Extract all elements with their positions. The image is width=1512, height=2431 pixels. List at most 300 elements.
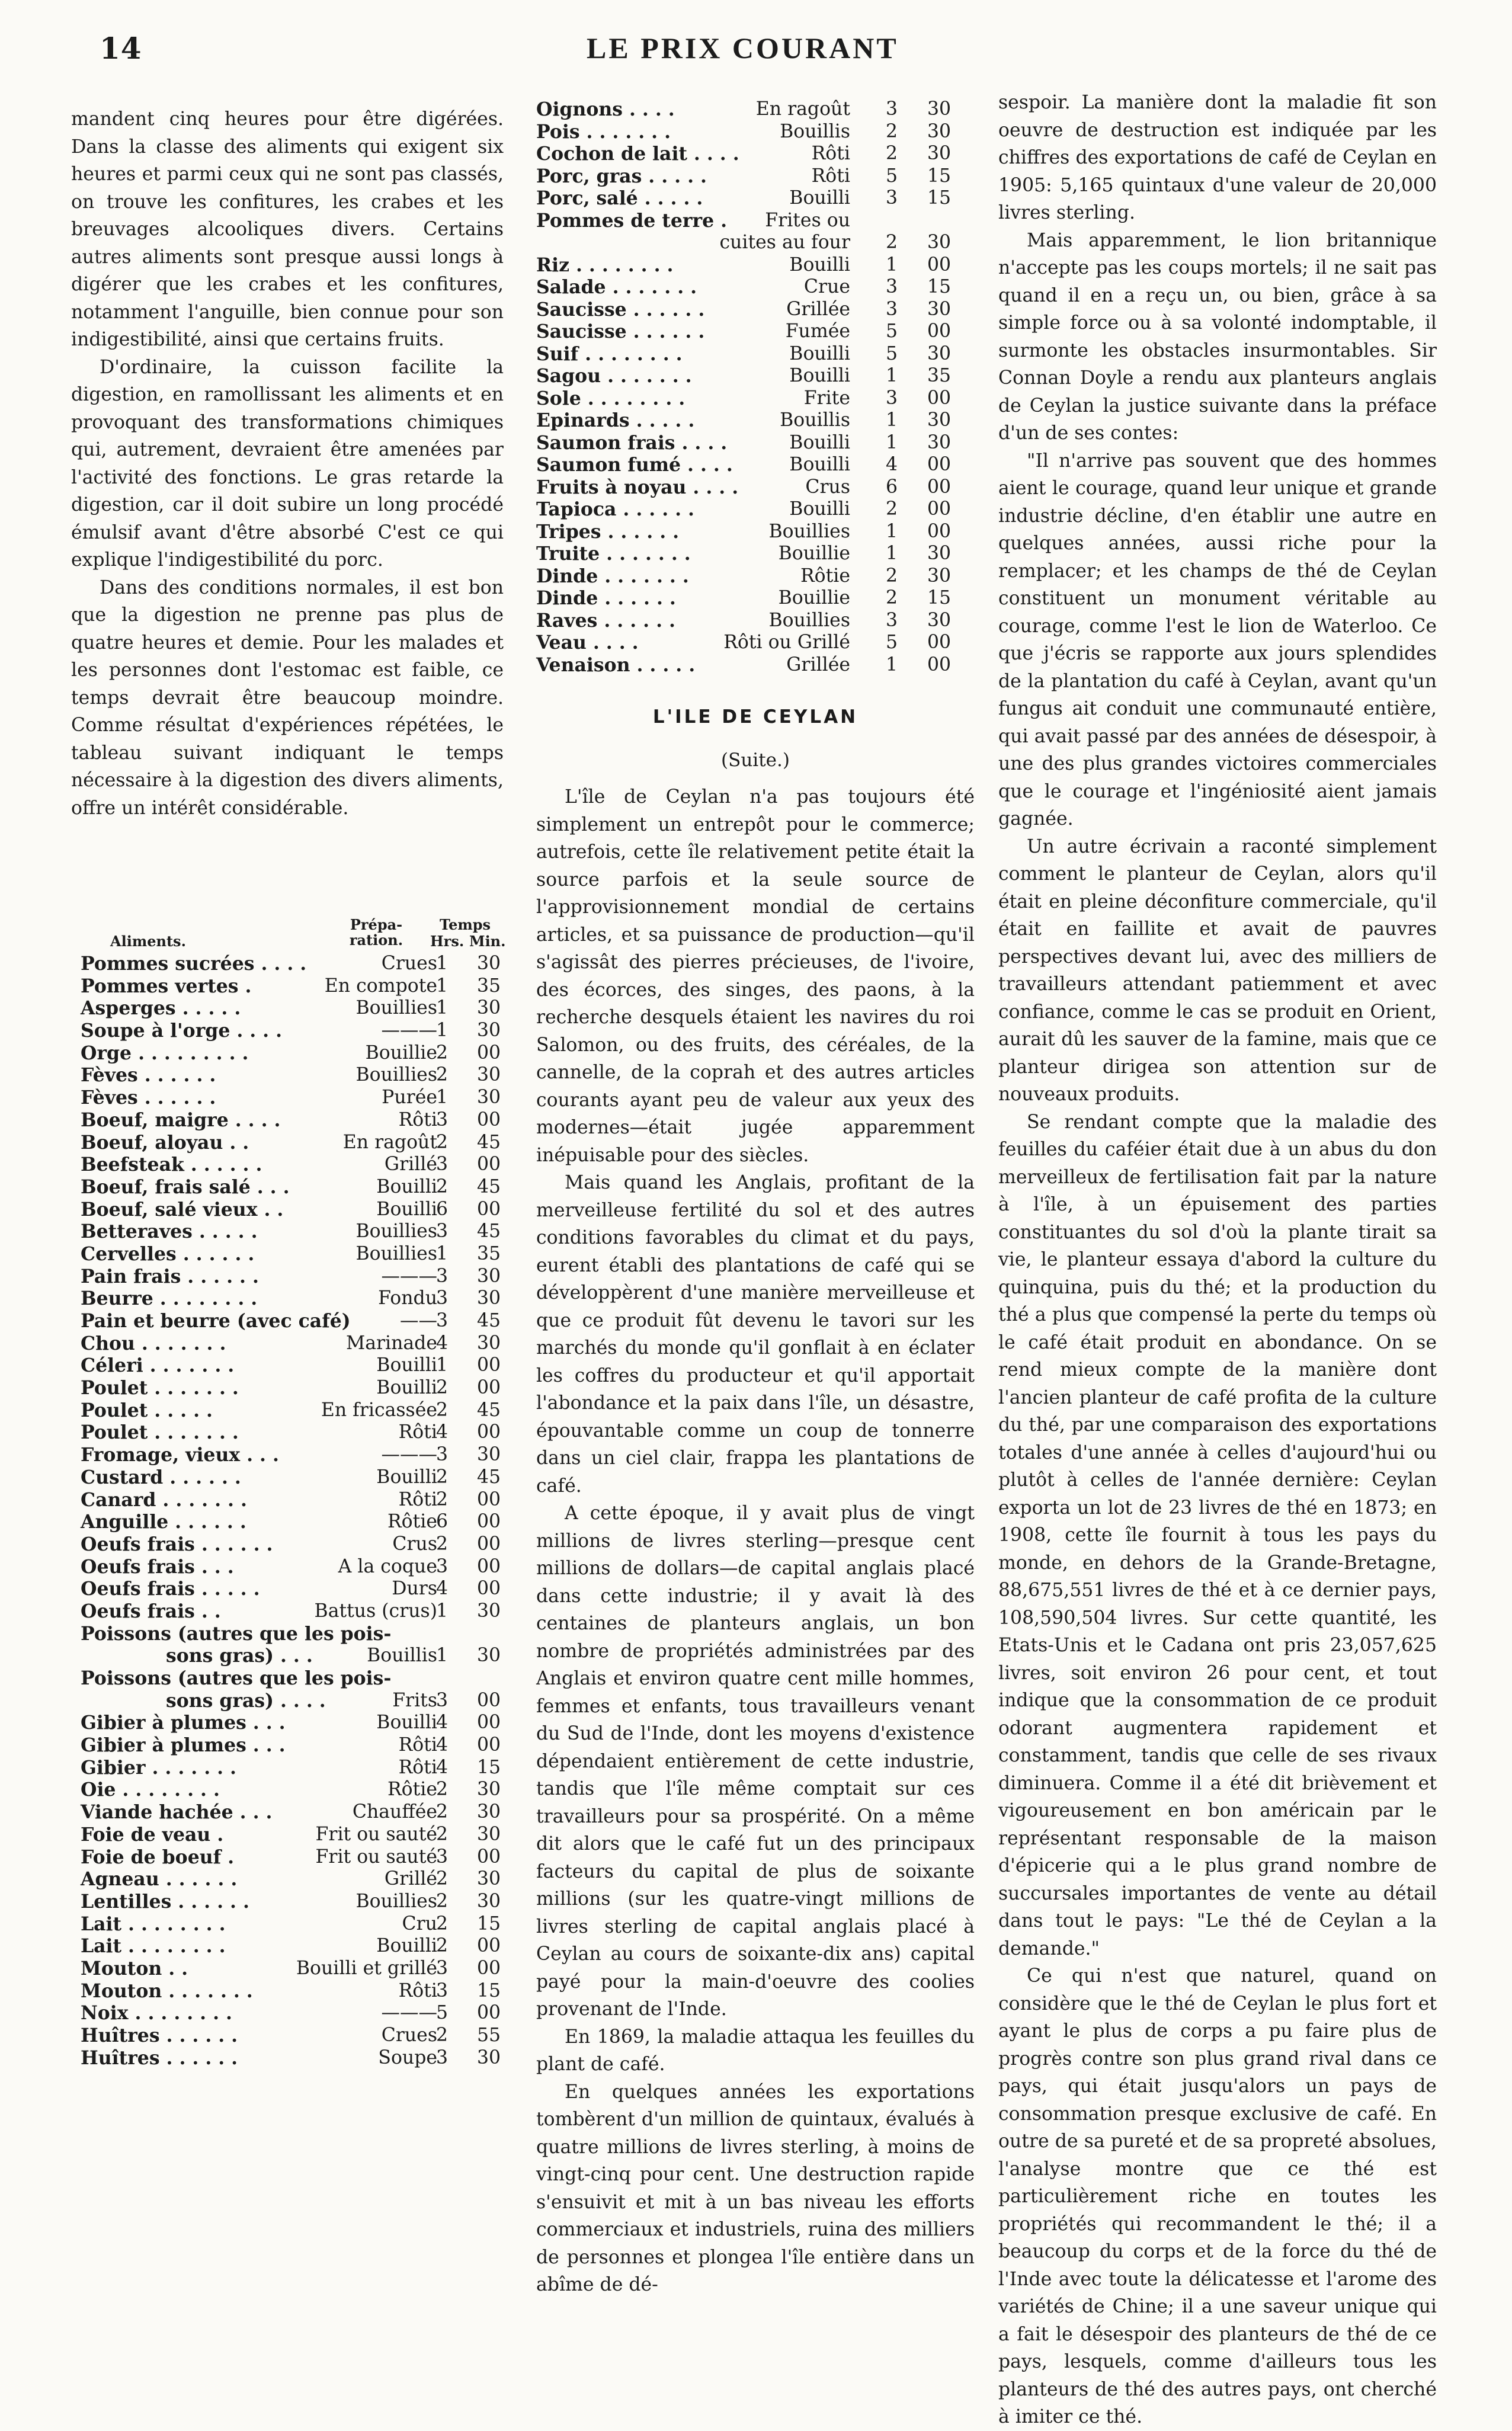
- food-name: Noix . . . . . . . .: [81, 2002, 233, 2025]
- hours: 4: [435, 1712, 449, 1734]
- table-row: [77, 1333, 515, 1355]
- food-name: Cervelles . . . . . .: [81, 1242, 255, 1265]
- preparation: Frits: [392, 1689, 437, 1711]
- preparation: Rôti: [811, 165, 850, 187]
- table-row: [77, 2002, 515, 2025]
- hours: 3: [435, 1221, 449, 1242]
- minutes: 00: [476, 1377, 501, 1399]
- minutes: 45: [476, 1176, 501, 1197]
- hours: 2: [885, 565, 898, 587]
- table-row: [77, 1444, 515, 1466]
- hours: 5: [885, 342, 898, 364]
- minutes: 00: [927, 387, 952, 409]
- preparation: En fricassée: [321, 1399, 437, 1421]
- table-row: [536, 498, 975, 521]
- hours: 3: [885, 387, 898, 409]
- food-name: Raves . . . . . .: [536, 609, 675, 632]
- food-name: Suif . . . . . . . .: [536, 342, 683, 365]
- hours: 2: [435, 1823, 449, 1845]
- food-name: Saucisse . . . . . .: [536, 321, 705, 342]
- minutes: 15: [476, 1756, 501, 1778]
- section-title: L'ILE DE CEYLAN: [652, 706, 858, 728]
- food-name: Boeuf, aloyau . .: [81, 1131, 249, 1154]
- hours: 2: [435, 1042, 449, 1064]
- food-name: Boeuf, salé vieux . .: [81, 1198, 284, 1221]
- article-column-right: [998, 89, 1437, 2431]
- hours: 2: [435, 1801, 449, 1823]
- food-name: Porc, gras . . . . .: [536, 165, 707, 187]
- minutes: 55: [476, 2025, 501, 2046]
- hours: 2: [885, 232, 898, 253]
- table-row: [536, 432, 975, 454]
- minutes: 30: [476, 1444, 501, 1466]
- food-name: Epinards . . . . .: [536, 409, 695, 431]
- food-name: Huîtres . . . . . .: [81, 2025, 238, 2046]
- preparation: Rôti: [398, 1980, 437, 2001]
- hours: 2: [435, 1399, 449, 1421]
- table-row: [536, 299, 975, 321]
- header-hrs: Hrs.: [430, 933, 465, 950]
- food-name: Poulet . . . . . . .: [81, 1377, 239, 1399]
- food-name: Porc, salé . . . . .: [536, 187, 703, 209]
- preparation: ———: [381, 2002, 437, 2024]
- preparation: Bouilli: [376, 1198, 437, 1220]
- minutes: 30: [927, 565, 952, 587]
- preparation: Rôti: [398, 1421, 437, 1443]
- table-row: [536, 232, 975, 254]
- preparation: Bouilli: [376, 1176, 437, 1197]
- preparation: Bouilli: [376, 1354, 437, 1376]
- table-row: [536, 610, 975, 632]
- hours: 4: [435, 1734, 449, 1756]
- food-name: Saumon frais . . . .: [536, 431, 728, 454]
- food-name: Fèves . . . . . .: [81, 1064, 216, 1087]
- minutes: 45: [476, 1399, 501, 1421]
- preparation: Bouilli: [789, 254, 850, 276]
- table-row: [77, 1064, 515, 1087]
- hours: 1: [885, 365, 898, 386]
- table-row: [77, 1913, 515, 1936]
- food-name: Agneau . . . . . .: [81, 1868, 238, 1891]
- minutes: 30: [476, 1823, 501, 1845]
- hours: 1: [435, 1354, 449, 1376]
- preparation: Frite: [803, 387, 850, 409]
- preparation: Grillée: [786, 654, 850, 675]
- food-name: Tapioca . . . . . .: [536, 498, 695, 520]
- food-name: Pain frais . . . . . .: [81, 1265, 259, 1287]
- minutes: 15: [927, 276, 952, 297]
- minutes: 30: [927, 120, 952, 142]
- hours: 4: [885, 454, 898, 475]
- hours: 1: [885, 543, 898, 564]
- hours: 4: [435, 1578, 449, 1600]
- hours: 3: [435, 1444, 449, 1466]
- preparation: Crus: [805, 476, 850, 498]
- food-name: Oeufs frais . . . . . .: [81, 1533, 273, 1555]
- minutes: 30: [927, 143, 952, 164]
- minutes: 30: [927, 409, 952, 431]
- food-name: Soupe à l'orge . . . .: [81, 1020, 283, 1042]
- minutes: 00: [476, 1511, 501, 1533]
- food-name: Dinde . . . . . . .: [536, 565, 689, 587]
- preparation: Bouilli: [789, 431, 850, 453]
- preparation: Bouillies: [355, 997, 437, 1019]
- food-name: Tripes . . . . . .: [536, 520, 680, 543]
- preparation: Battus (crus): [314, 1600, 437, 1622]
- preparation: Rôtie: [800, 565, 850, 587]
- header-temps: Temps: [440, 916, 491, 933]
- hours: 2: [435, 1131, 449, 1153]
- food-name: Boeuf, maigre . . . .: [81, 1109, 281, 1131]
- preparation: Grillé: [384, 1868, 437, 1890]
- food-name: Poulet . . . . .: [81, 1399, 213, 1421]
- food-name: Oeufs frais . . . . .: [81, 1578, 260, 1600]
- table-row: [536, 654, 975, 677]
- hours: 5: [435, 2002, 449, 2024]
- preparation: Bouilli et grillé: [296, 1957, 437, 1979]
- food-name: Oeufs frais . . .: [81, 1555, 234, 1578]
- food-name: Betteraves . . . . .: [81, 1221, 258, 1243]
- minutes: 30: [927, 609, 952, 631]
- article-column-left: [71, 105, 504, 822]
- table-row: [77, 1734, 515, 1757]
- journal-title: LE PRIX COURANT: [587, 31, 899, 65]
- minutes: 00: [476, 1154, 501, 1176]
- preparation: Rôtie: [387, 1779, 437, 1801]
- preparation: Frit ou sauté: [315, 1823, 437, 1845]
- preparation: Rôti: [398, 1734, 437, 1756]
- paragraph: Se rendant compte que la maladie des feuilles du caféier était due à un abus du don merveilleux de fertilisation fait par la nature à l'île, à un épuisement des parties constituantes du sol d'où la plante tirait sa vie, le planteur essaya d'abord la culture du quinquina, puis du thé; et la production du thé a plus que compensé la perte du temps où le café était produit en abondance. On se rend mieux compte de la manière dont l'ancien planteur de café profita de la culture du thé, par une comparaison des exportations totales d'une année à celles d'aujourd'hui ou plutôt à celles de l'année dernière: Ceylan exporta un lot de 23 livres de thé en 1873; en 1908, cette île fournit à tous les pays du monde, en dehors de la Grande-Bretagne, 88,675,551 livres de thé et à ce dernier pays, 108,590,504 livres. Sur cette quantité, les Etats-Unis et le Cadana ont pris 23,057,625 livres, soit environ 26 pour cent, et tout indique que la consommation de ce produit odorant augmentera rapidement et constamment, tandis que celle de ses rivaux diminuera. Comme il a été dit brièvement et vigoureusement en bon américain par le représentant responsable de la maison d'épicerie qui a le plus grand nombre de succursales importantes de vente au détail dans tout le pays: "Le thé de Ceylan a la demande.": [998, 1111, 1437, 1959]
- hours: 1: [885, 431, 898, 453]
- minutes: 00: [476, 1935, 501, 1957]
- table-row: [77, 1310, 515, 1333]
- food-name: Orge . . . . . . . . .: [81, 1042, 249, 1064]
- hours: 2: [435, 1935, 449, 1957]
- food-name: Foie de veau .: [81, 1823, 224, 1846]
- preparation: En compote: [324, 975, 437, 997]
- preparation: Bouillis: [780, 409, 850, 431]
- preparation: Bouillis: [367, 1645, 437, 1667]
- paragraph: Mais quand les Anglais, profitant de la merveilleuse fertilité du sol et des autres conditions favorables du climat et du pays, eurent établi des plantations de café qui se développèrent d'une manière merveilleuse et que ce produit fût devenu le tavori sur les marchés du monde qu'il gonflait à en éclater les coffres du producteur et qu'il apportait l'abondance et la paix dans l'île, un désastre, épouvantable comme un coup de tonnerre dans un ciel clair, frappa les plantations de café.: [536, 1172, 975, 1497]
- minutes: 15: [476, 1980, 501, 2001]
- table-row: [77, 1801, 515, 1824]
- food-name: Boeuf, frais salé . . .: [81, 1176, 290, 1198]
- preparation: Frites ou: [765, 209, 850, 231]
- hours: 3: [435, 1980, 449, 2001]
- food-name: Gibier . . . . . . .: [81, 1756, 237, 1779]
- table-row: [536, 343, 975, 366]
- preparation: ———: [381, 1020, 437, 1042]
- minutes: 30: [476, 1064, 501, 1086]
- minutes: 30: [927, 98, 952, 120]
- header-preparation: Prépa-ration.: [349, 916, 403, 949]
- table-row: [536, 565, 975, 588]
- food-name: Fèves . . . . . .: [81, 1087, 216, 1109]
- food-name: Dinde . . . . . .: [536, 587, 676, 609]
- table-row: [536, 210, 975, 232]
- hours: 2: [435, 1533, 449, 1555]
- hours: 3: [435, 1287, 449, 1309]
- table-row: [77, 1846, 515, 1869]
- table-row: [77, 1600, 515, 1623]
- minutes: 35: [927, 365, 952, 386]
- preparation: Bouilli: [789, 365, 850, 386]
- minutes: 00: [927, 632, 952, 653]
- hours: 2: [885, 143, 898, 164]
- minutes: 35: [476, 1242, 501, 1264]
- table-row: [77, 1154, 515, 1176]
- minutes: 30: [927, 543, 952, 564]
- table-row: [77, 1377, 515, 1399]
- table-row: [77, 1824, 515, 1846]
- table-row: [77, 1958, 515, 1980]
- table-row: [77, 1199, 515, 1221]
- minutes: 00: [476, 1533, 501, 1555]
- table-row: [536, 121, 975, 143]
- minutes: 00: [476, 1354, 501, 1376]
- preparation: Soupe: [378, 2046, 437, 2068]
- paragraph: Un autre écrivain a raconté simplement comment le planteur de Ceylan, alors qu'il était en pleine déconfiture commerciale, qu'il était en faillite et avait de pauvres perspectives devant lui, avec des milliers de travailleurs attendant patiemment et avec confiance, comme le cas se produit en Orient, aurait dû les sauver de la famine, mais que ce planteur dirigea son attention sur de nouveaux produits.: [998, 835, 1437, 1105]
- table-row: [77, 1868, 515, 1891]
- hours: 4: [435, 1756, 449, 1778]
- food-name: Canard . . . . . . .: [81, 1488, 247, 1511]
- minutes: 30: [476, 1020, 501, 1042]
- paragraph: D'ordinaire, la cuisson facilite la digestion, en ramollissant les aliments et en provoquant des transformations chimiques qui, autrement, devraient être amenées par l'activité des fonctions. Le gras retarde la digestion, car il doit subire un long procédé émulsif avant d'être absorbé C'est ce qui explique l'indigestibilité du porc.: [71, 356, 504, 571]
- hours: 3: [885, 98, 898, 120]
- table-row: [77, 1935, 515, 1958]
- minutes: 00: [476, 1689, 501, 1711]
- table-row: [77, 1980, 515, 2003]
- preparation: Bouillies: [768, 609, 850, 631]
- food-name: Saumon fumé . . . .: [536, 454, 733, 476]
- food-name: Viande hachée . . .: [81, 1801, 273, 1824]
- table-row: [536, 165, 975, 188]
- table-row: [77, 1578, 515, 1600]
- paragraph: L'île de Ceylan n'a pas toujours été simplement un entrepôt pour le commerce; autrefois, cette île relativement petite était la source parfois et la seule source de l'approvisionnement mondial de certains articles, et sa puissance de production—qu'il s'agissât des pierres précieuses, de l'ivoire, des écorces, des singes, des paons, à la recherche desquels étaient les navires du roi Salomon, ou des fruits, des céréales, de la cannelle, de la coprah et des autres articles courants ayant peu de valeur aux yeux des modernes—était jugée apparemment inépuisable pour des siècles.: [536, 786, 975, 1166]
- food-name: Custard . . . . . .: [81, 1466, 241, 1488]
- preparation: Bouillies: [355, 1064, 437, 1086]
- hours: 1: [435, 1087, 449, 1109]
- preparation: Rôti: [811, 143, 850, 164]
- minutes: 00: [476, 1555, 501, 1577]
- minutes: 00: [476, 1109, 501, 1130]
- minutes: 30: [476, 1890, 501, 1912]
- minutes: 30: [476, 1287, 501, 1309]
- preparation: Bouilli: [789, 342, 850, 364]
- hours: 5: [885, 632, 898, 653]
- table-row: [77, 1757, 515, 1779]
- preparation: Bouillie: [365, 1042, 437, 1064]
- food-name: Anguille . . . . . .: [81, 1511, 246, 1533]
- table-row: [77, 1556, 515, 1578]
- hours: 2: [435, 1890, 449, 1912]
- minutes: 35: [476, 975, 501, 997]
- hours: 2: [435, 1377, 449, 1399]
- hours: 4: [435, 1421, 449, 1443]
- paragraph: Mais apparemment, le lion britannique n'accepte pas les coups mortels; il ne sait pas quand il en a reçu un, ou bien, grâce à sa simple force ou à sa volonté indomptable, il surmonte les obstacles insurmontables. Sir Connan Doyle a rendu aux planteurs anglais de Ceylan la justice suivante dans la préface d'un de ses contes:: [998, 229, 1437, 444]
- minutes: 30: [476, 953, 501, 974]
- hours: 5: [885, 165, 898, 187]
- table-row: [77, 1087, 515, 1109]
- table-row: [77, 1109, 515, 1132]
- table-row: [77, 1511, 515, 1533]
- preparation: Bouillis: [780, 120, 850, 142]
- hours: 3: [435, 2046, 449, 2068]
- minutes: 00: [927, 454, 952, 475]
- food-name: Riz . . . . . . . .: [536, 254, 674, 276]
- preparation: Cru: [402, 1913, 437, 1934]
- minutes: 00: [476, 1488, 501, 1510]
- minutes: 00: [927, 654, 952, 675]
- hours: 2: [435, 1913, 449, 1934]
- hours: 1: [435, 1020, 449, 1042]
- table-row: [77, 953, 515, 975]
- minutes: 45: [476, 1221, 501, 1242]
- preparation: Marinade: [345, 1332, 437, 1354]
- minutes: 15: [927, 165, 952, 187]
- food-name: Saucisse . . . . . .: [536, 298, 705, 321]
- hours: 1: [885, 254, 898, 276]
- preparation: Bouillies: [355, 1242, 437, 1264]
- hours: 3: [885, 187, 898, 209]
- minutes: 45: [476, 1310, 501, 1331]
- minutes: 00: [927, 321, 952, 342]
- food-name: Asperges . . . . .: [81, 997, 241, 1020]
- food-name: Pommes sucrées . . . .: [81, 953, 307, 975]
- food-name: Lait . . . . . . . .: [81, 1935, 226, 1958]
- preparation: Grillé: [384, 1154, 437, 1176]
- food-name: Pois . . . . . . .: [536, 120, 671, 143]
- preparation: Purée: [382, 1087, 437, 1109]
- food-name: Foie de boeuf .: [81, 1846, 235, 1868]
- hours: 3: [885, 609, 898, 631]
- table-row: [77, 1266, 515, 1288]
- preparation: ———: [381, 1265, 437, 1287]
- preparation: Crue: [803, 276, 850, 297]
- food-name: Sole . . . . . . . .: [536, 387, 685, 409]
- table-header: [77, 912, 515, 953]
- preparation: En ragoût: [342, 1131, 437, 1153]
- paragraph: A cette époque, il y avait plus de vingt millions de livres sterling—presque cent millions de dollars—de capital anglais placé dans cette industrie; il y avait là des centaines de planteurs anglais, un bon nombre de propriétés administrées par des Anglais et environ quatre cent mille hommes, femmes et enfants, tous travailleurs venant du Sud de l'Inde, dont les moyens d'existence dépendaient entièrement de cette industrie, tandis que l'île même comptait sur ces travailleurs pour sa prospérité. On a même dit alors que le café fut un des principaux facteurs du capital de plus de soixante millions (sur les quatre-vingt millions de livres sterling de capital anglais placé à Ceylan au cours de soixante-dix ans) capital payé pour la main-d'oeuvre des coolies provenant de l'Inde.: [536, 1503, 975, 2020]
- table-row: [536, 632, 975, 654]
- minutes: 00: [476, 1846, 501, 1868]
- minutes: 30: [476, 1645, 501, 1667]
- table-row: [77, 1132, 515, 1154]
- table-row: [77, 1243, 515, 1266]
- table-row: [77, 1221, 515, 1243]
- food-name: Sagou . . . . . . .: [536, 365, 692, 387]
- hours: 3: [435, 1846, 449, 1868]
- hours: 3: [435, 1154, 449, 1176]
- hours: 3: [885, 298, 898, 320]
- preparation: Rôtie: [387, 1511, 437, 1533]
- table-row: [77, 1667, 515, 1690]
- minutes: 00: [476, 1957, 501, 1979]
- preparation: En ragoût: [755, 98, 850, 120]
- table-row: [77, 1623, 515, 1645]
- section-subtitle: (Suite.): [721, 750, 790, 771]
- minutes: 30: [927, 298, 952, 320]
- minutes: 30: [476, 2046, 501, 2068]
- table-row: [77, 1712, 515, 1734]
- digestion-table-right: [536, 98, 975, 676]
- preparation: ———: [381, 1444, 437, 1466]
- table-row: [77, 997, 515, 1020]
- preparation: Bouillies: [355, 1221, 437, 1242]
- table-row: [77, 1489, 515, 1511]
- table-row: [77, 1042, 515, 1065]
- hours: 3: [435, 1555, 449, 1577]
- food-name: sons gras) . . .: [166, 1645, 313, 1667]
- hours: 1: [435, 975, 449, 997]
- table-row: [536, 454, 975, 476]
- preparation: Fumée: [785, 321, 850, 342]
- preparation: Chauffée: [352, 1801, 437, 1823]
- table-row: [77, 1891, 515, 1913]
- preparation: Bouillie: [778, 587, 850, 608]
- minutes: 30: [927, 431, 952, 453]
- food-name: Poissons (autres que les pois-: [81, 1667, 392, 1689]
- hours: 1: [885, 409, 898, 431]
- minutes: 00: [927, 520, 952, 542]
- food-name: Céleri . . . . . . .: [81, 1354, 235, 1377]
- minutes: 30: [927, 232, 952, 253]
- hours: 1: [435, 1600, 449, 1622]
- hours: 6: [435, 1198, 449, 1220]
- table-row: [77, 1287, 515, 1310]
- hours: 2: [885, 587, 898, 608]
- minutes: 15: [476, 1913, 501, 1934]
- table-row: [77, 1399, 515, 1422]
- hours: 1: [885, 520, 898, 542]
- table-row: [536, 98, 975, 121]
- hours: 1: [435, 1645, 449, 1667]
- paragraph: "Il n'arrive pas souvent que des hommes aient le courage, quand leur unique et grande industrie décline, d'en établir une autre en quelques années, aussi riche pour la remplacer; et les champs de thé de Ceylan constituent un monument véritable au courage, comme l'est le lion de Waterloo. Ce que j'écris se rapporte aux jours splendides de la plantation du café à Ceylan, avant qu'un fungus ait conduit une communauté entière, qui avait passé par des années de désespoir, à une des plus grandes victoires commerciales que le courage et l'ingéniosité aient jamais gagnée.: [998, 450, 1437, 829]
- minutes: 30: [476, 1868, 501, 1890]
- hours: 2: [435, 1466, 449, 1488]
- food-name: Gibier à plumes . . .: [81, 1734, 286, 1757]
- paragraph: mandent cinq heures pour être digérées. Dans la classe des aliments qui exigent six heures et parmi ceux qui ne sont pas classés, on trouve les confitures, les crabes et les breuvages alcooliques divers. Certains autres aliments sont presque aussi longs à digérer que les crabes et les confitures, notamment l'anguille, bien connue pour son indigestibilité, ainsi que certains fruits.: [71, 108, 504, 350]
- minutes: 30: [476, 1779, 501, 1801]
- minutes: 00: [927, 476, 952, 498]
- table-row: [536, 276, 975, 299]
- preparation: Frit ou sauté: [315, 1846, 437, 1868]
- food-name: Lait . . . . . . . .: [81, 1913, 226, 1935]
- table-row: [77, 975, 515, 998]
- food-name: Mouton . . . . . . .: [81, 1980, 253, 2002]
- digestion-table-left: [77, 912, 515, 2069]
- minutes: 15: [927, 187, 952, 209]
- table-row: [536, 409, 975, 432]
- preparation: Rôti: [398, 1488, 437, 1510]
- table-row: [77, 1421, 515, 1444]
- preparation: ——: [400, 1310, 437, 1331]
- minutes: 00: [476, 1712, 501, 1734]
- food-name: sons gras) . . . .: [166, 1689, 326, 1712]
- page-number: 14: [100, 31, 142, 66]
- food-name: Cochon de lait . . . .: [536, 143, 739, 165]
- table-row: [536, 187, 975, 210]
- food-name: Beurre . . . . . . . .: [81, 1287, 258, 1310]
- preparation: cuites au four: [719, 232, 850, 253]
- minutes: 00: [476, 2002, 501, 2024]
- table-row: [536, 143, 975, 165]
- minutes: 00: [927, 254, 952, 276]
- preparation: Crues: [381, 953, 437, 974]
- header-min: Min.: [469, 933, 506, 950]
- food-name: Oignons . . . .: [536, 98, 675, 120]
- table-row: [77, 1690, 515, 1712]
